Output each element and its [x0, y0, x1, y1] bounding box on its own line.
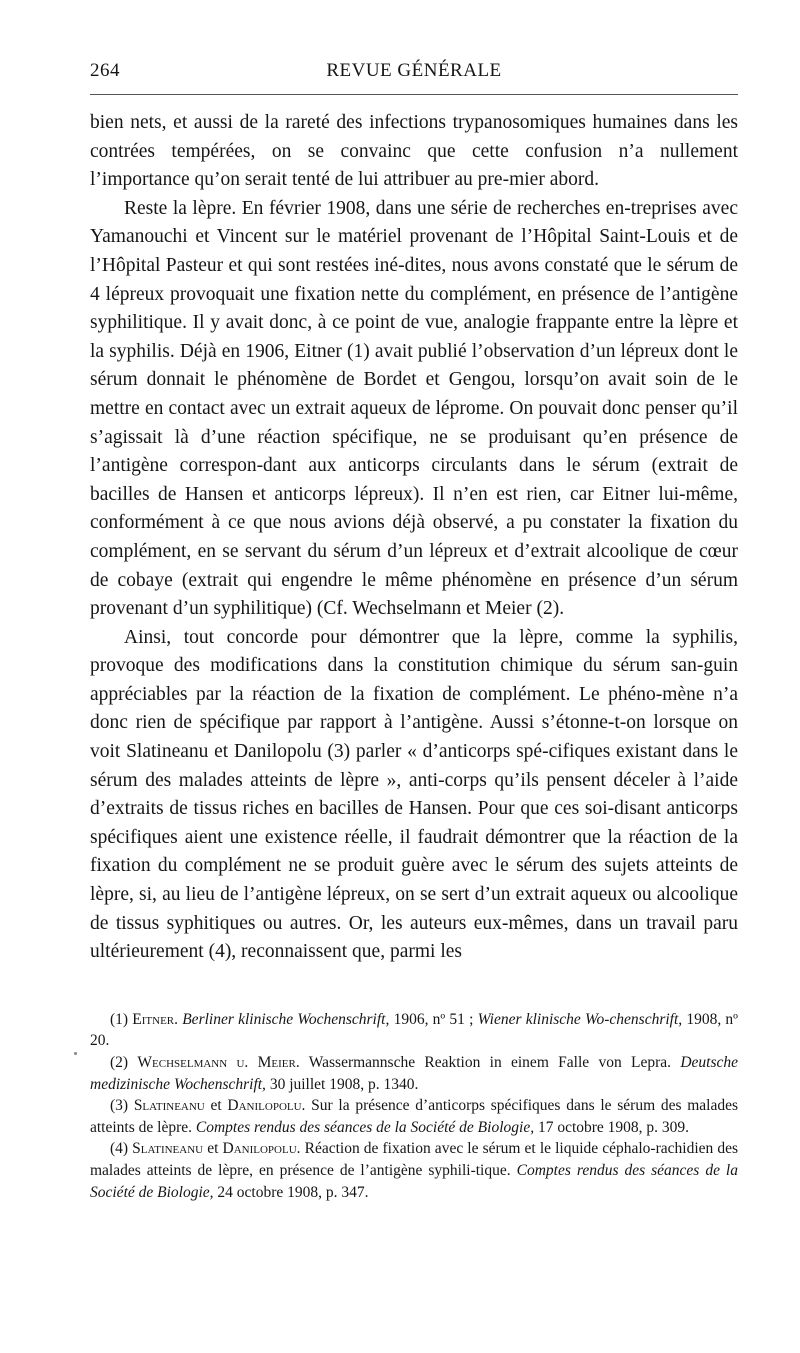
- footnote-3: [90, 1095, 738, 1138]
- footnote-author: Danilopolu.: [222, 1140, 301, 1158]
- footnote-title: Wassermannsche Reaktion in einem Falle von Lepra.: [308, 1054, 672, 1071]
- footnote-title: Réaction de fixation avec le sérum et le liquide céphalo-rachidien des malades atteints de lèpre, en présence de l’antigène syphili-tique.: [90, 1140, 739, 1179]
- footnote-1: [90, 1009, 738, 1052]
- footnote-journal: Comptes rendus des séances de la Société de Biologie,: [195, 1118, 535, 1136]
- footnote-author: Slatineanu: [132, 1140, 204, 1158]
- footnote-author: Slatineanu: [133, 1097, 205, 1115]
- paragraph: bien nets, et aussi de la rareté des infections trypanosomiques humaines dans les contrées tempérées, on se convainc que cette confusion n’a nullement l’importance qu’on serait tenté de lui attribuer au pre-mier abord.: [90, 112, 738, 191]
- footnote-2: [90, 1052, 738, 1095]
- footnote-journal: Deutsche medizinische Wochenschrift,: [90, 1054, 739, 1093]
- footnote-author: Danilopolu.: [227, 1097, 306, 1115]
- margin-mark: [74, 1052, 77, 1055]
- footnote-conj: et: [207, 1140, 219, 1158]
- footnote-journal: Berliner klinische Wochenschrift,: [182, 1010, 390, 1028]
- footnote-journal: Comptes rendus des séances de la Société de Biologie,: [90, 1161, 738, 1201]
- footnote-ref: 30 juillet 1908, p. 1340.: [269, 1075, 419, 1093]
- footnote-marker: (1): [110, 1010, 129, 1028]
- footnote-ref: 1908, nº 20.: [90, 1010, 738, 1050]
- footnote-conj: et: [210, 1097, 222, 1115]
- paragraph: Ainsi, tout concorde pour démontrer que la lèpre, comme la syphilis, provoque des modifications dans la constitution chimique du sérum san-guin appréciables par la réaction de la fixation de complément. Le phéno-mène n’a donc rien de spécifique par rapport à l’antigène. Aussi s’étonne-t-on lorsque on voit Slatineanu et Danilopolu (3) parler « d’anticorps spé-cifiques existant dans le sérum des malades atteints de lèpre », anti-corps qu’ils pensent déceler à l’aide d’extraits de tissus riches en bacilles de Hansen. Pour que ces soi-disant anticorps spécifiques aient une existence réelle, il faudrait démontrer que la réaction de la fixation du complément ne se produit guère avec le sérum des sujets atteints de lèpre, si, au lieu de l’antigène lépreux, on se sert d’un extrait aqueux ou alcoolique de tissus syphitiques ou autres. Or, les auteurs eux-mêmes, dans un travail paru ultérieurement (4), reconnaissent que, parmi les: [90, 626, 738, 963]
- main-text: [90, 109, 738, 967]
- footnote-journal: Wiener klinische Wo-chenschrift,: [477, 1010, 683, 1028]
- footnote-author: Eitner.: [132, 1010, 179, 1028]
- running-header: [90, 60, 738, 95]
- footnotes: [90, 1009, 738, 1203]
- page: [90, 60, 738, 1203]
- footnote-ref: 17 octobre 1908, p. 309.: [537, 1118, 690, 1136]
- page-number: 264: [90, 60, 120, 81]
- footnote-4: [90, 1138, 738, 1203]
- footnote-marker: (4): [110, 1140, 129, 1158]
- footnote-ref: 24 octobre 1908, p. 347.: [217, 1183, 369, 1201]
- running-title: REVUE GÉNÉRALE: [326, 60, 502, 81]
- footnote-author: Wechselmann u. Meier.: [137, 1054, 300, 1071]
- footnote-marker: (3): [110, 1097, 129, 1115]
- footnote-marker: (2): [110, 1054, 129, 1071]
- footnote-ref: 1906, nº 51 ;: [393, 1010, 474, 1028]
- paragraph: Reste la lèpre. En février 1908, dans une série de recherches en-treprises avec Yamanouchi et Vincent sur le matériel provenant de l’Hôpital Saint-Louis et de l’Hôpital Pasteur et qui sont restées iné-dites, nous avons constaté que le sérum de 4 lépreux provoquait une fixation nette du complément, en présence de l’antigène syphilitique. Il y avait donc, à ce point de vue, analogie frappante entre la lèpre et la syphilis. Déjà en 1906, Eitner (1) avait publié l’observation d’un lépreux dont le sérum donnait le phénomène de Bordet et Gengou, lorsqu’on avait soin de le mettre en contact avec un extrait aqueux de léprome. On pouvait donc penser qu’il s’agissait là d’une réaction spécifique, ne se produisant qu’en présence de l’antigène correspon-dant aux anticorps circulants dans le sérum (extrait de bacilles de Hansen et anticorps lépreux). Il n’en est rien, car Eitner lui-même, conformément à ce que nous avions déjà observé, a pu constater la fixation du complément, en se servant du sérum d’un lépreux et d’extrait alcoolique de cœur de cobaye (extrait qui engendre le même phénomène en présence d’un sérum provenant d’un syphilitique) (Cf. Wechselmann et Meier (2).: [90, 197, 738, 620]
- footnote-title: Sur la présence d’anticorps spécifiques dans le sérum des malades atteints de lèpre.: [90, 1097, 739, 1136]
